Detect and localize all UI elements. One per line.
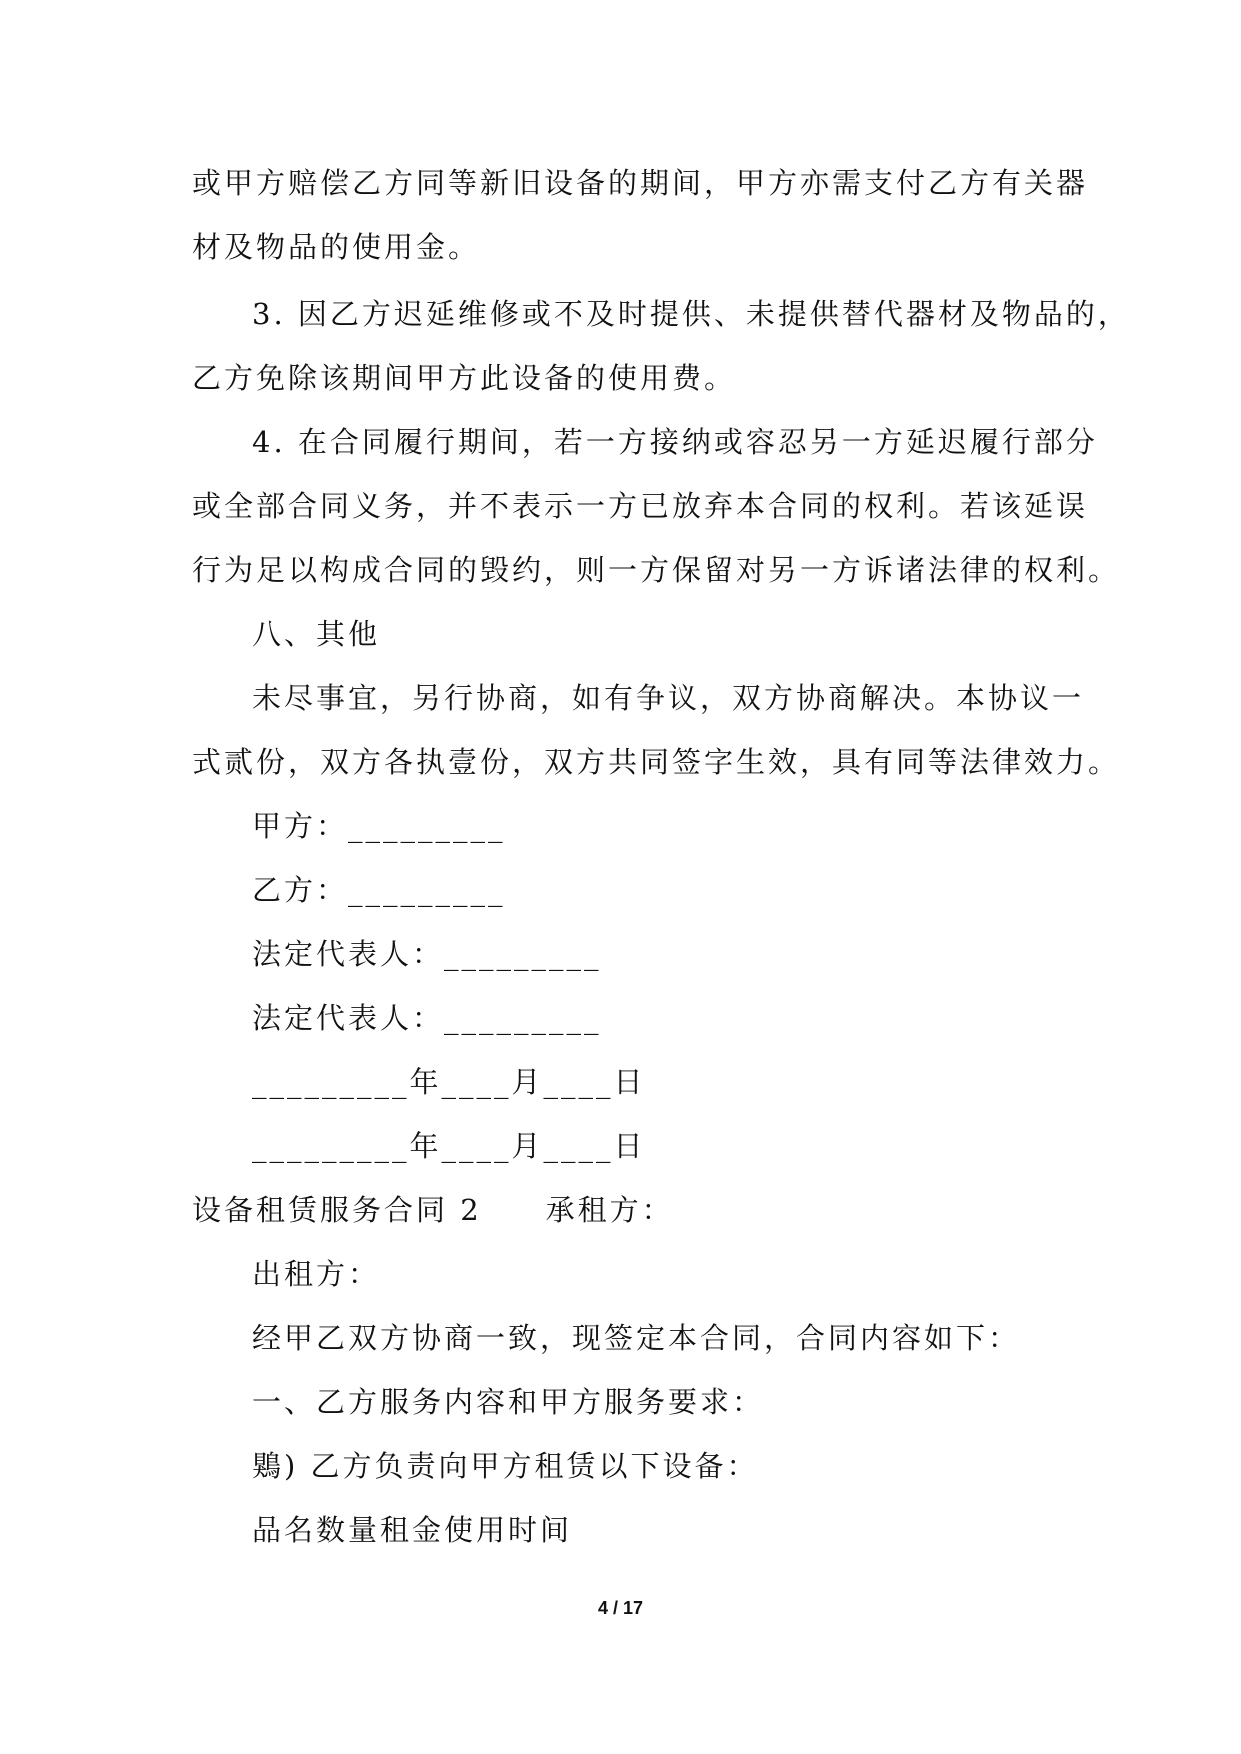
clause-4-line: 4. 在合同履行期间，若一方接纳或容忍另一方延迟履行部分 bbox=[252, 425, 1098, 459]
paragraph-line: 材及物品的使用金。 bbox=[192, 230, 481, 264]
legal-representative-line: 法定代表人：_________ bbox=[252, 1001, 602, 1035]
paragraph-line: 未尽事宜，另行协商，如有争议，双方协商解决。本协议一 bbox=[252, 681, 1085, 715]
section-heading: 八、其他 bbox=[252, 617, 381, 651]
section-heading: 一、乙方服务内容和甲方服务要求： bbox=[252, 1385, 765, 1419]
date-line: _________年____月____日 bbox=[252, 1065, 646, 1099]
date-line: _________年____月____日 bbox=[252, 1129, 646, 1163]
paragraph-line: 乙方免除该期间甲方此设备的使用费。 bbox=[192, 361, 737, 395]
paragraph-line: 或甲方赔偿乙方同等新旧设备的期间，甲方亦需支付乙方有关器 bbox=[192, 166, 1089, 200]
paragraph-line: 式贰份，双方各执壹份，双方共同签字生效，具有同等法律效力。 bbox=[192, 745, 1121, 779]
lessor-line: 出租方： bbox=[252, 1257, 381, 1291]
contract-title-line: 设备租赁服务合同 2 承租方： bbox=[192, 1193, 674, 1227]
paragraph-line: 行为足以构成合同的毁约，则一方保留对另一方诉诸法律的权利。 bbox=[192, 553, 1121, 587]
paragraph-line: 品名数量租金使用时间 bbox=[252, 1513, 573, 1547]
paragraph-line: 经甲乙双方协商一致，现签定本合同，合同内容如下： bbox=[252, 1321, 1021, 1355]
party-a-signature-line: 甲方：_________ bbox=[252, 809, 506, 843]
legal-representative-line: 法定代表人：_________ bbox=[252, 937, 602, 971]
clause-3-line: 3. 因乙方迟延维修或不及时提供、未提供替代器材及物品的， bbox=[252, 297, 1130, 331]
page-number: 4 / 17 bbox=[597, 1598, 644, 1618]
party-b-signature-line: 乙方：_________ bbox=[252, 873, 506, 907]
paragraph-line: 鶪) 乙方负责向甲方租赁以下设备： bbox=[252, 1449, 759, 1483]
paragraph-line: 或全部合同义务，并不表示一方已放弃本合同的权利。若该延误 bbox=[192, 489, 1089, 523]
